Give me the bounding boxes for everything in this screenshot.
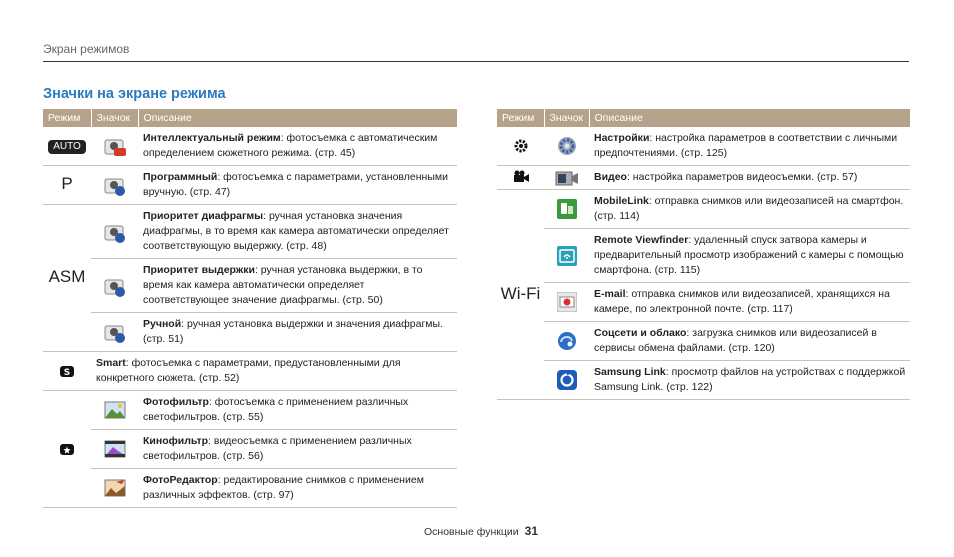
svg-text:S: S bbox=[63, 368, 71, 378]
table-row bbox=[43, 166, 457, 205]
row-text: : настройка параметров видеосъемки. (стр. 57) bbox=[626, 171, 858, 183]
left-mode-table bbox=[43, 109, 457, 508]
table-row bbox=[497, 361, 910, 400]
row-name: Smart bbox=[96, 357, 126, 369]
row-name: Приоритет диафрагмы bbox=[143, 210, 264, 222]
row-name: Фотофильтр bbox=[143, 396, 209, 408]
auto-mode-label: AUTO bbox=[48, 140, 86, 154]
program-mode-label: P bbox=[61, 174, 73, 193]
row-text: : фотосъемка с параметрами, предустановленными для конкретного сюжета. (стр. 52) bbox=[96, 357, 401, 384]
row-name: Видео bbox=[594, 171, 627, 183]
manual-icon bbox=[103, 320, 127, 344]
col-header-mode: Режим bbox=[43, 109, 91, 127]
row-name: Приоритет выдержки bbox=[143, 264, 255, 276]
mobilelink-icon bbox=[557, 199, 577, 219]
page-number: 31 bbox=[524, 524, 539, 538]
row-name: ФотоРедактор bbox=[143, 474, 218, 486]
row-name: Программный bbox=[143, 171, 218, 183]
row-name: Samsung Link bbox=[594, 366, 666, 378]
table-row bbox=[497, 229, 910, 283]
row-text: : видеосъемка с применением различных светофильтров. (стр. 56) bbox=[143, 435, 412, 462]
row-text: : фотосъемка с применением различных светофильтров. (стр. 55) bbox=[143, 396, 409, 423]
col-header-icon: Значок bbox=[544, 109, 589, 127]
page-title: Значки на экране режима bbox=[43, 86, 226, 102]
magic-plus-icon bbox=[59, 441, 75, 457]
row-text: : ручная установка значения диафрагмы, в то время как камера автоматически определяет соответствующую выдержку. (стр. 48) bbox=[143, 210, 449, 252]
table-header-row bbox=[497, 109, 910, 127]
row-name: Интеллектуальный режим bbox=[143, 132, 281, 144]
footer-label: Основные функции bbox=[424, 526, 519, 538]
wifi-mode-label: Wi-Fi bbox=[500, 283, 541, 303]
asm-mode-label: ASM bbox=[48, 267, 86, 286]
table-row bbox=[43, 205, 457, 259]
table-row bbox=[43, 430, 457, 469]
photo-editor-icon bbox=[104, 478, 126, 498]
row-name: Настройки bbox=[594, 132, 650, 144]
table-row bbox=[497, 127, 910, 166]
col-header-mode: Режим bbox=[497, 109, 544, 127]
video-settings-icon bbox=[555, 169, 579, 187]
table-row bbox=[497, 166, 910, 190]
remote-viewfinder-icon bbox=[557, 246, 577, 266]
smart-mode-icon bbox=[59, 363, 75, 379]
table-row bbox=[497, 283, 910, 322]
row-name: E-mail bbox=[594, 288, 626, 300]
page-footer bbox=[424, 524, 538, 538]
table-row bbox=[497, 190, 910, 229]
table-row bbox=[43, 259, 457, 313]
table-row bbox=[43, 391, 457, 430]
row-text: : ручная установка выдержки и значения диафрагмы. (стр. 51) bbox=[143, 318, 443, 345]
row-text: : настройка параметров в соответствии с личными предпочтениями. (стр. 125) bbox=[594, 132, 898, 159]
smart-auto-icon bbox=[103, 134, 127, 158]
row-text: : фотосъемка с параметрами, установленными вручную. (стр. 47) bbox=[143, 171, 448, 198]
section-header: Экран режимов bbox=[43, 42, 130, 56]
row-text: : удаленный спуск затвора камеры и предварительный просмотр изображений с камеры с помощью смартфона. (стр. 115) bbox=[594, 234, 904, 276]
email-icon bbox=[557, 292, 577, 312]
col-header-icon: Значок bbox=[91, 109, 138, 127]
settings-mode-icon bbox=[513, 138, 529, 154]
row-name: Remote Viewfinder bbox=[594, 234, 689, 246]
row-text: : редактирование снимков с применением различных эффектов. (стр. 97) bbox=[143, 474, 424, 501]
row-text: : отправка снимков или видеозаписей, хранящихся на камере, по электронной почте. (стр. 117) bbox=[594, 288, 890, 315]
photo-filter-icon bbox=[104, 400, 126, 420]
samsung-link-icon bbox=[557, 370, 577, 390]
table-row bbox=[497, 322, 910, 361]
movie-filter-icon bbox=[104, 439, 126, 459]
row-text: : ручная установка выдержки, в то время как камера автоматически определяет соответствующее значение диафрагмы. (стр. 50) bbox=[143, 264, 423, 306]
row-text: : отправка снимков или видеозаписей на смартфон. (стр. 114) bbox=[594, 195, 904, 222]
table-row bbox=[43, 469, 457, 508]
row-text: : просмотр файлов на устройствах с поддержкой Samsung Link. (стр. 122) bbox=[594, 366, 906, 393]
table-row bbox=[43, 127, 457, 166]
shutter-priority-icon bbox=[103, 274, 127, 298]
row-name: Кинофильтр bbox=[143, 435, 209, 447]
row-text: : фотосъемка с автоматическим определением сюжетного режима. (стр. 45) bbox=[143, 132, 438, 159]
program-icon bbox=[103, 173, 127, 197]
row-name: Ручной bbox=[143, 318, 182, 330]
row-text: : загрузка снимков или видеозаписей в сервисы обмена файлами. (стр. 120) bbox=[594, 327, 877, 354]
table-header-row bbox=[43, 109, 457, 127]
aperture-priority-icon bbox=[103, 220, 127, 244]
gear-icon bbox=[556, 135, 578, 157]
col-header-desc: Описание bbox=[138, 109, 457, 127]
social-cloud-icon bbox=[557, 331, 577, 351]
header-divider bbox=[43, 61, 909, 62]
col-header-desc: Описание bbox=[589, 109, 910, 127]
table-row bbox=[43, 352, 457, 391]
table-row bbox=[43, 313, 457, 352]
right-mode-table bbox=[497, 109, 910, 400]
row-name: Соцсети и облако bbox=[594, 327, 687, 339]
video-mode-icon bbox=[512, 170, 530, 184]
row-name: MobileLink bbox=[594, 195, 649, 207]
